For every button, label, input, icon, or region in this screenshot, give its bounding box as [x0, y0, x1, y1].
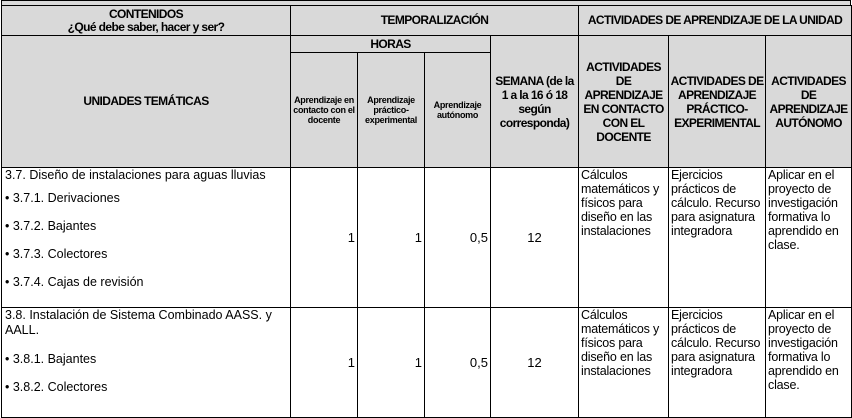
- activity-contacto: Cálculos matemáticos y físicos para diseño en las instalaciones: [579, 308, 669, 418]
- topic-cell: [2, 308, 291, 418]
- header-horas-practico: Aprendizaje práctico-experimental: [358, 53, 425, 168]
- hours-contacto: 1: [291, 308, 358, 418]
- hours-practico: 1: [358, 168, 425, 308]
- course-content-table: [1, 5, 852, 418]
- activity-practico: Ejercicios prácticos de cálculo. Recurso para asignatura integradora: [669, 168, 766, 308]
- hours-practico: 1: [358, 308, 425, 418]
- subtopic-item: • 3.7.4. Cajas de revisión: [5, 275, 144, 289]
- subtopic-item: • 3.8.2. Colectores: [5, 380, 108, 394]
- header-horas: HORAS: [291, 36, 491, 53]
- activity-practico: Ejercicios prácticos de cálculo. Recurso para asignatura integradora: [669, 308, 766, 418]
- header-act-contacto: ACTIVIDADES DE APRENDIZAJE EN CONTACTO CON EL DOCENTE: [579, 36, 669, 168]
- table-row: [2, 168, 852, 308]
- activity-autonomo: Aplicar en el proyecto de investigación formativa lo aprendido en clase.: [766, 308, 852, 418]
- subtopic-item: • 3.7.2. Bajantes: [5, 219, 97, 233]
- topic-title: 3.7. Diseño de instalaciones para aguas lluvias: [5, 168, 266, 182]
- activity-autonomo: Aplicar en el proyecto de investigación formativa lo aprendido en clase.: [766, 168, 852, 308]
- hours-autonomo: 0,5: [425, 168, 491, 308]
- week-number: 12: [491, 308, 579, 418]
- header-horas-autonomo: Aprendizaje autónomo: [425, 53, 491, 168]
- activity-contacto: Cálculos matemáticos y físicos para diseño en las instalaciones: [579, 168, 669, 308]
- header-actividades-unidad: ACTIVIDADES DE APRENDIZAJE DE LA UNIDAD: [579, 6, 852, 36]
- hours-contacto: 1: [291, 168, 358, 308]
- topic-cell: [2, 168, 291, 308]
- header-semana: SEMANA (de la 1 a la 16 ó 18 según corresponda): [491, 36, 579, 168]
- header-act-practico: ACTIVIDADES DE APRENDIZAJE PRÁCTICO-EXPERIMENTAL: [669, 36, 766, 168]
- subtopic-item: • 3.7.3. Colectores: [5, 247, 108, 261]
- header-horas-contacto: Aprendizaje en contacto con el docente: [291, 53, 358, 168]
- header-contenidos-subtitle: ¿Qué debe saber, hacer y ser?: [67, 19, 225, 34]
- table-row: [2, 308, 852, 418]
- subtopic-item: • 3.7.1. Derivaciones: [5, 191, 120, 205]
- week-number: 12: [491, 168, 579, 308]
- subtopic-item: • 3.8.1. Bajantes: [5, 352, 97, 366]
- hours-autonomo: 0,5: [425, 308, 491, 418]
- header-temporalizacion: TEMPORALIZACIÓN: [291, 6, 579, 36]
- header-contenidos-title: CONTENIDOS: [108, 6, 183, 21]
- header-act-autonomo: ACTIVIDADES DE APRENDIZAJE AUTÓNOMO: [766, 36, 852, 168]
- header-contenidos: [2, 6, 291, 36]
- topic-title: 3.8. Instalación de Sistema Combinado AASS. y AALL.: [5, 308, 272, 337]
- header-unidades-tematicas: UNIDADES TEMÁTICAS: [2, 36, 291, 168]
